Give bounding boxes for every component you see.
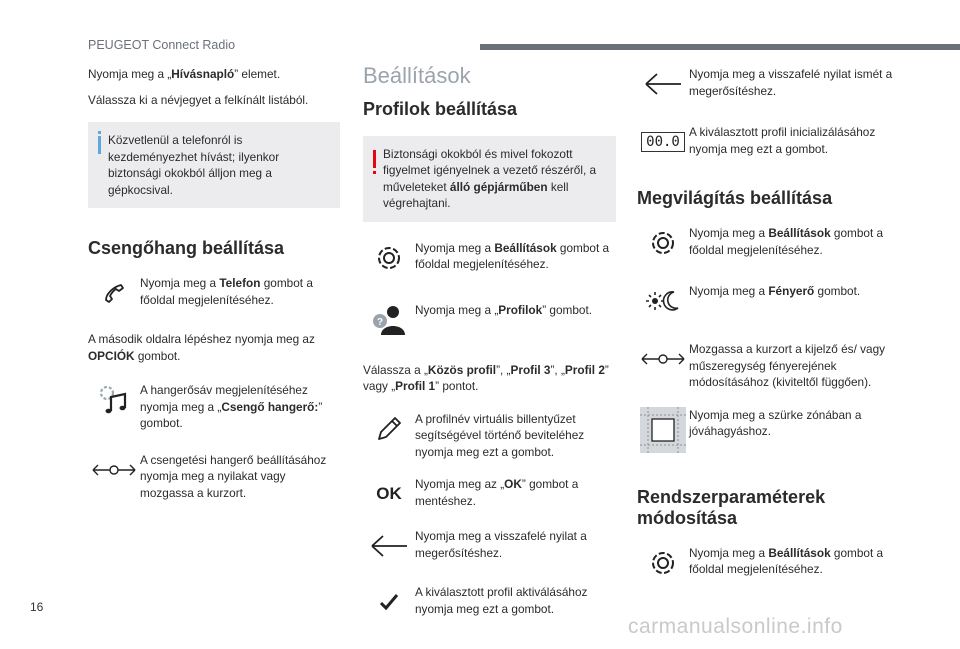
section-title-ringtone: Csengőhang beállítása xyxy=(88,238,285,258)
text: Nyomja meg a xyxy=(689,545,769,560)
section-title-lighting: Megvilágítás beállítása xyxy=(637,188,833,208)
info-note xyxy=(88,122,340,208)
watermark: carmanualsonline.info xyxy=(628,615,843,638)
user-profile-icon xyxy=(363,302,415,338)
section-title-profiles: Profilok beállítása xyxy=(363,98,518,119)
grey-zone-icon xyxy=(637,407,689,453)
text: kell végrehajtani. xyxy=(383,179,569,210)
text: A profilnév virtuális billentyűzet segítségével történő beviteléhez nyomja meg ezt a gombot. xyxy=(415,411,585,459)
instruction-settings-lighting xyxy=(637,225,897,261)
text: Nyomja meg a xyxy=(415,240,495,255)
text-bold: Hívásnapló xyxy=(171,67,235,81)
info-note-text: Közvetlenül a telefonról is kezdeményezhet hívást; ilyenkor biztonsági okokból álljon meg a gépkocsival. xyxy=(108,133,280,197)
text: Nyomja meg a xyxy=(689,284,769,298)
text: ” elemet. xyxy=(234,67,281,81)
paragraph-options xyxy=(88,331,340,364)
instruction-ring-volume xyxy=(88,382,340,432)
paragraph-select-contact: Válassza ki a névjegyet a felkínált listából. xyxy=(88,92,309,107)
warning-note xyxy=(363,136,616,222)
text-bold: Profil 1 xyxy=(395,379,436,393)
paragraph-select-profile xyxy=(363,362,616,395)
header-bar xyxy=(480,44,960,50)
text: Válassza a „ xyxy=(363,362,428,377)
text: gombot a főoldal megjelenítéséhez. xyxy=(689,226,884,257)
text: ” pontot. xyxy=(435,379,479,393)
text: Biztonsági okokból és mivel fokozott figyelmet igényelnek a vezető részéről, a műveleteket xyxy=(383,146,597,194)
ringtone-settings-icon xyxy=(88,382,140,418)
text-bold: Profil 3 xyxy=(510,362,551,377)
instruction-grey-zone xyxy=(637,407,897,453)
instruction-activate xyxy=(363,584,616,620)
instruction-back-again xyxy=(637,66,897,102)
text: ” vagy „ xyxy=(363,362,609,393)
text: gombot a főoldal megjelenítéséhez. xyxy=(140,276,313,307)
text-bold: Beállítások xyxy=(768,545,831,560)
instruction-settings xyxy=(363,240,616,276)
text: Mozgassa a kurzort a kijelző és/ vagy műszeregység fényerejének módosításához (kiviteltől függően). xyxy=(689,342,886,389)
text: Nyomja meg a visszafelé nyilat ismét a megerősítéshez. xyxy=(689,67,893,98)
text: gombot a főoldal megjelenítéséhez. xyxy=(415,240,610,271)
instruction-brightness-slider xyxy=(637,341,897,391)
warning-icon xyxy=(373,150,376,168)
instruction-reset xyxy=(637,124,897,160)
text-bold: Profil 2 xyxy=(564,362,605,377)
text: gombot a főoldal megjelenítéséhez. xyxy=(689,545,884,576)
column-left xyxy=(88,66,340,521)
text-bold: Beállítások xyxy=(768,226,831,240)
text: Nyomja meg a visszafelé nyilat a megerősítéshez. xyxy=(415,529,587,560)
page-number: 16 xyxy=(30,600,44,614)
text: A hangerősáv megjelenítéséhez nyomja meg a „ xyxy=(140,383,308,414)
brightness-icon xyxy=(637,283,689,319)
text-bold: Közös profil xyxy=(427,362,497,377)
instruction-settings-system xyxy=(637,545,897,581)
page-heading: Beállítások xyxy=(363,63,471,88)
text: Nyomja meg a „ xyxy=(415,302,499,317)
gear-icon xyxy=(637,225,689,261)
text-bold: Csengő hangerő: xyxy=(221,399,319,414)
svg-text:?: ? xyxy=(376,316,384,328)
section-title-system: Rendszerparaméterek módosítása xyxy=(637,486,826,528)
text: Nyomja meg a xyxy=(689,226,769,240)
text: A második oldalra lépéshez nyomja meg az xyxy=(88,332,315,346)
header-title: PEUGEOT Connect Radio xyxy=(88,38,236,52)
reset-icon-label: 00.0 xyxy=(641,132,685,153)
text: Nyomja meg az „ xyxy=(415,477,505,491)
instruction-slider xyxy=(88,452,340,502)
instruction-ok xyxy=(363,476,616,512)
back-arrow-icon xyxy=(363,528,415,564)
slider-arrows-icon xyxy=(88,452,140,488)
text-bold: Profilok xyxy=(498,302,543,317)
text-bold: álló gépjárműben xyxy=(449,179,548,194)
column-right xyxy=(637,66,897,601)
text: A csengetési hangerő beállításához nyomja meg a nyilakat vagy mozgassa a kurzort. xyxy=(140,452,327,500)
instruction-back xyxy=(363,528,616,564)
text-bold: Fényerő xyxy=(768,284,815,298)
text: Nyomja meg a „ xyxy=(88,67,172,81)
text-bold: OPCIÓK xyxy=(88,348,135,363)
text-bold: Telefon xyxy=(219,276,261,290)
text: gombot. xyxy=(814,284,861,298)
pencil-icon xyxy=(363,411,415,447)
column-middle xyxy=(363,63,616,640)
text: ” gombot. xyxy=(542,302,593,317)
paragraph-call-log xyxy=(88,66,340,83)
text: A kiválasztott profil inicializálásához nyomja meg ezt a gombot. xyxy=(689,125,876,156)
text: gombot. xyxy=(134,348,181,363)
text: Nyomja meg a xyxy=(140,276,220,290)
reset-icon xyxy=(637,124,689,160)
info-icon xyxy=(98,136,101,154)
gear-icon xyxy=(363,240,415,276)
instruction-brightness xyxy=(637,283,897,319)
text: Nyomja meg a szürke zónában a jóváhagyáshoz. xyxy=(689,407,862,438)
text: A kiválasztott profil aktiválásához nyomja meg ezt a gombot. xyxy=(415,585,588,616)
text: ” gombot. xyxy=(140,399,323,430)
text: ”, „ xyxy=(550,362,565,377)
instruction-profiles xyxy=(363,302,616,338)
text: ” gombot a mentéshez. xyxy=(415,477,579,508)
text: ”, „ xyxy=(496,362,511,377)
back-arrow-icon xyxy=(637,66,689,102)
text-bold: Beállítások xyxy=(494,240,557,255)
phone-icon xyxy=(88,275,140,311)
ok-icon xyxy=(363,476,415,512)
gear-icon xyxy=(637,545,689,581)
slider-arrows-icon xyxy=(637,341,689,377)
checkmark-icon xyxy=(363,584,415,620)
instruction-profile-name xyxy=(363,411,616,461)
instruction-phone xyxy=(88,275,340,311)
ok-icon-label: OK xyxy=(376,483,402,503)
text-bold: OK xyxy=(504,477,522,491)
